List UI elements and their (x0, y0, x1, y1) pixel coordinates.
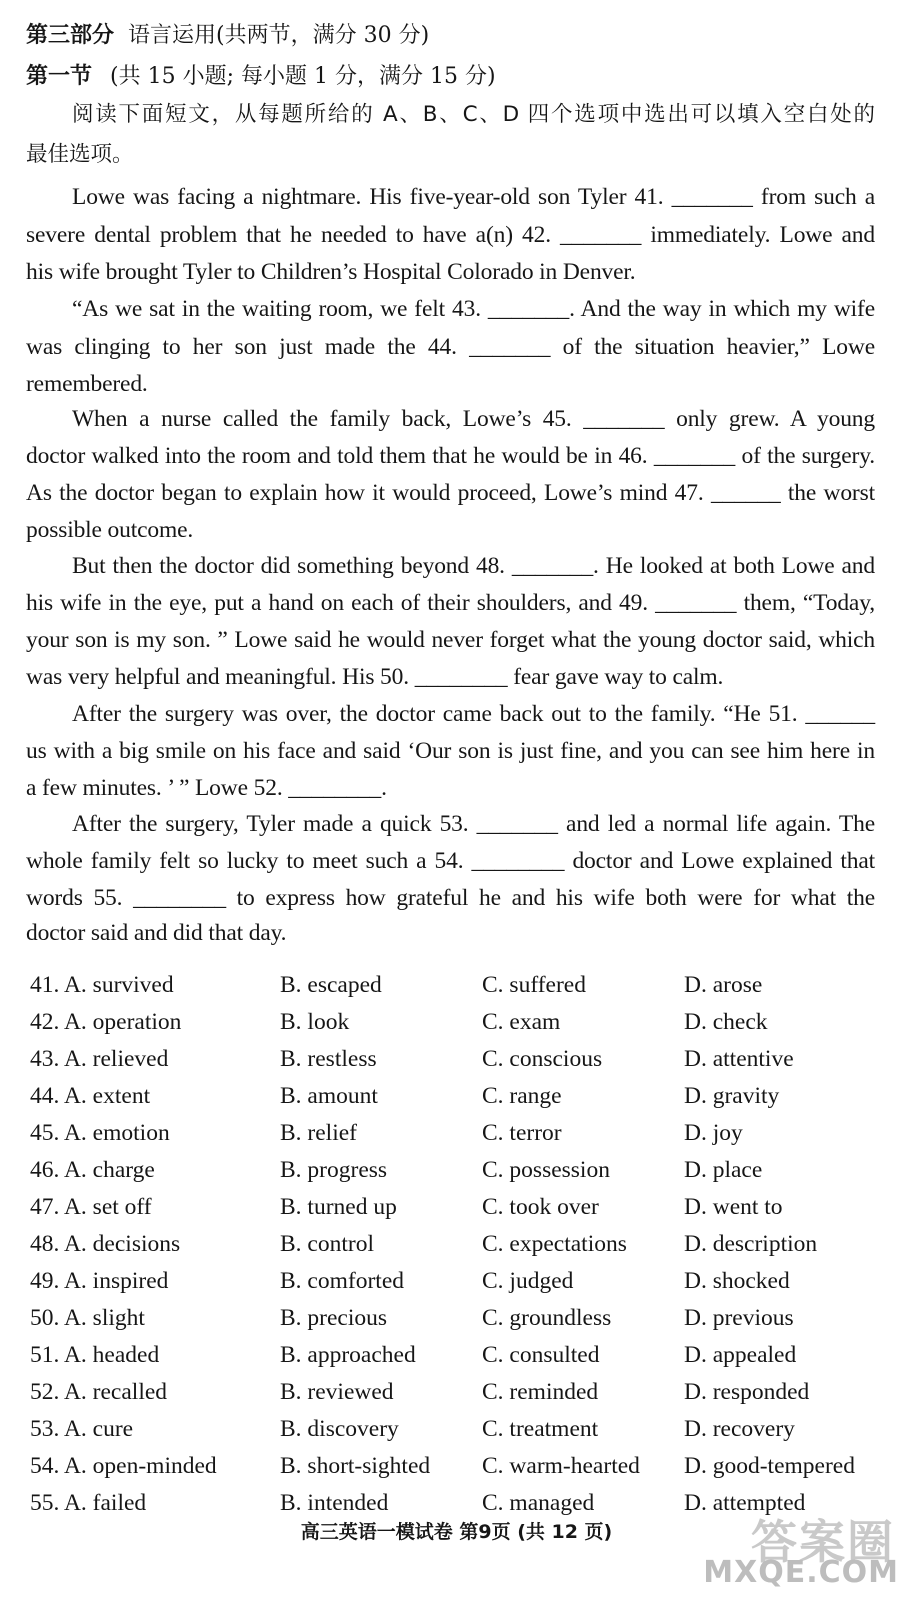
part-heading (26, 61, 875, 92)
passage-line: severe dental problem that he needed to have a(n) 42. _______ immediately. Lowe and (26, 222, 875, 248)
option-c: C. range (482, 1083, 562, 1109)
passage-line: was very helpful and meaningful. His 50. ________ fear gave way to calm. (26, 664, 724, 690)
option-d: D. responded (684, 1379, 810, 1405)
option-a: 49. A. inspired (30, 1268, 169, 1294)
instruction-line-1: 阅读下面短文，从每题所给的 A、B、C、D 四个选项中选出可以填入空白处的 (72, 102, 875, 127)
question-row (30, 1157, 890, 1194)
option-a: 51. A. headed (30, 1342, 160, 1368)
option-d: D. went to (684, 1194, 783, 1220)
passage-line: whole family felt so lucky to meet such a 54. ________ doctor and Lowe explained that (26, 848, 875, 874)
watermark-logo: 答案圈 (751, 1515, 895, 1569)
option-b: B. intended (280, 1490, 389, 1516)
option-c: C. consulted (482, 1342, 600, 1368)
option-a: 41. A. survived (30, 972, 174, 998)
part-subtitle: (共 15 小题; 每小题 1 分，满分 15 分) (110, 64, 496, 89)
option-c: C. managed (482, 1490, 595, 1516)
option-d: D. good-tempered (684, 1453, 855, 1479)
option-b: B. escaped (280, 972, 382, 998)
option-b: B. turned up (280, 1194, 397, 1220)
question-row (30, 1342, 890, 1379)
option-d: D. place (684, 1157, 763, 1183)
part-title: 第一节 (26, 63, 93, 89)
option-d: D. arose (684, 972, 763, 998)
option-c: C. expectations (482, 1231, 627, 1257)
option-a: 53. A. cure (30, 1416, 134, 1442)
passage-line: words 55. ________ to express how grateful he and his wife both were for what the (26, 885, 875, 911)
option-d: D. previous (684, 1305, 794, 1331)
option-a: 47. A. set off (30, 1194, 152, 1220)
page-footer: 高三英语一模试卷 第9页 (共 12 页) (300, 1521, 613, 1543)
passage-line: After the surgery, Tyler made a quick 53. _______ and led a normal life again. The (72, 811, 875, 837)
instruction-line-2: 最佳选项。 (26, 142, 134, 167)
option-d: D. attentive (684, 1046, 794, 1072)
option-d: D. check (684, 1009, 768, 1035)
option-d: D. recovery (684, 1416, 795, 1442)
option-c: C. possession (482, 1157, 610, 1183)
option-b: B. relief (280, 1120, 357, 1146)
option-c: C. conscious (482, 1046, 603, 1072)
passage-line: his wife in the eye, put a hand on each of their shoulders, and 49. _______ them, “Today, (26, 590, 875, 616)
passage-line: your son is my son. ” Lowe said he would never forget what the young doctor said, which (26, 627, 875, 653)
question-row (30, 1453, 890, 1490)
question-row (30, 1120, 890, 1157)
option-a: 46. A. charge (30, 1157, 155, 1183)
passage-line: doctor walked into the room and told them that he would be in 46. _______ of the surgery. (26, 443, 875, 469)
watermark-url: MXQE.COM (703, 1555, 899, 1590)
option-d: D. attempted (684, 1490, 806, 1516)
option-b: B. control (280, 1231, 374, 1257)
passage-line: us with a big smile on his face and said ‘Our son is just fine, and you can see him here in (26, 738, 875, 764)
option-c: C. treatment (482, 1416, 599, 1442)
option-b: B. comforted (280, 1268, 404, 1294)
option-d: D. appealed (684, 1342, 797, 1368)
option-a: 43. A. relieved (30, 1046, 169, 1072)
option-c: C. suffered (482, 972, 586, 998)
question-row (30, 1416, 890, 1453)
passage-line: a few minutes. ’ ” Lowe 52. ________. (26, 775, 387, 801)
option-d: D. gravity (684, 1083, 780, 1109)
option-a: 55. A. failed (30, 1490, 147, 1516)
option-a: 50. A. slight (30, 1305, 145, 1331)
passage-line: was clinging to her son just made the 44. _______ of the situation heavier,” Lowe (26, 334, 875, 360)
section-title: 第三部分 (26, 22, 115, 48)
option-b: B. amount (280, 1083, 378, 1109)
passage-line: “As we sat in the waiting room, we felt 43. _______. And the way in which my wife (72, 296, 875, 322)
option-c: C. terror (482, 1120, 562, 1146)
option-c: C. judged (482, 1268, 574, 1294)
question-row (30, 1268, 890, 1305)
question-row (30, 1083, 890, 1120)
option-d: D. description (684, 1231, 818, 1257)
option-a: 52. A. recalled (30, 1379, 168, 1405)
options-table (30, 972, 890, 1527)
option-b: B. reviewed (280, 1379, 394, 1405)
passage-line: his wife brought Tyler to Children’s Hospital Colorado in Denver. (26, 259, 636, 285)
passage-line: But then the doctor did something beyond 48. _______. He looked at both Lowe and (72, 553, 875, 579)
option-c: C. warm-hearted (482, 1453, 640, 1479)
question-row (30, 1046, 890, 1083)
option-b: B. approached (280, 1342, 416, 1368)
passage-line: remembered. (26, 371, 148, 397)
option-c: C. exam (482, 1009, 561, 1035)
option-b: B. look (280, 1009, 350, 1035)
section-subtitle: 语言运用(共两节，满分 30 分) (128, 23, 430, 48)
question-row (30, 1009, 890, 1046)
passage-line: After the surgery was over, the doctor came back out to the family. “He 51. ______ (72, 701, 875, 727)
question-row (30, 1194, 890, 1231)
passage-line: Lowe was facing a nightmare. His five-year-old son Tyler 41. _______ from such a (72, 184, 875, 210)
option-b: B. progress (280, 1157, 388, 1183)
question-row (30, 1379, 890, 1416)
option-b: B. precious (280, 1305, 388, 1331)
option-b: B. restless (280, 1046, 377, 1072)
section-heading (26, 20, 875, 51)
option-a: 42. A. operation (30, 1009, 182, 1035)
question-row (30, 972, 890, 1009)
question-row (30, 1305, 890, 1342)
option-b: B. discovery (280, 1416, 399, 1442)
passage-line: When a nurse called the family back, Lowe’s 45. _______ only grew. A young (72, 406, 875, 432)
option-b: B. short-sighted (280, 1453, 431, 1479)
option-a: 54. A. open-minded (30, 1453, 217, 1479)
option-d: D. shocked (684, 1268, 790, 1294)
option-c: C. groundless (482, 1305, 612, 1331)
question-row (30, 1231, 890, 1268)
passage-line: As the doctor began to explain how it would proceed, Lowe’s mind 47. ______ the worst (26, 480, 875, 506)
passage-line: doctor said and did that day. (26, 920, 287, 946)
passage-line: possible outcome. (26, 517, 194, 543)
option-c: C. took over (482, 1194, 599, 1220)
option-a: 44. A. extent (30, 1083, 151, 1109)
option-d: D. joy (684, 1120, 743, 1146)
option-c: C. reminded (482, 1379, 599, 1405)
option-a: 48. A. decisions (30, 1231, 181, 1257)
option-a: 45. A. emotion (30, 1120, 170, 1146)
